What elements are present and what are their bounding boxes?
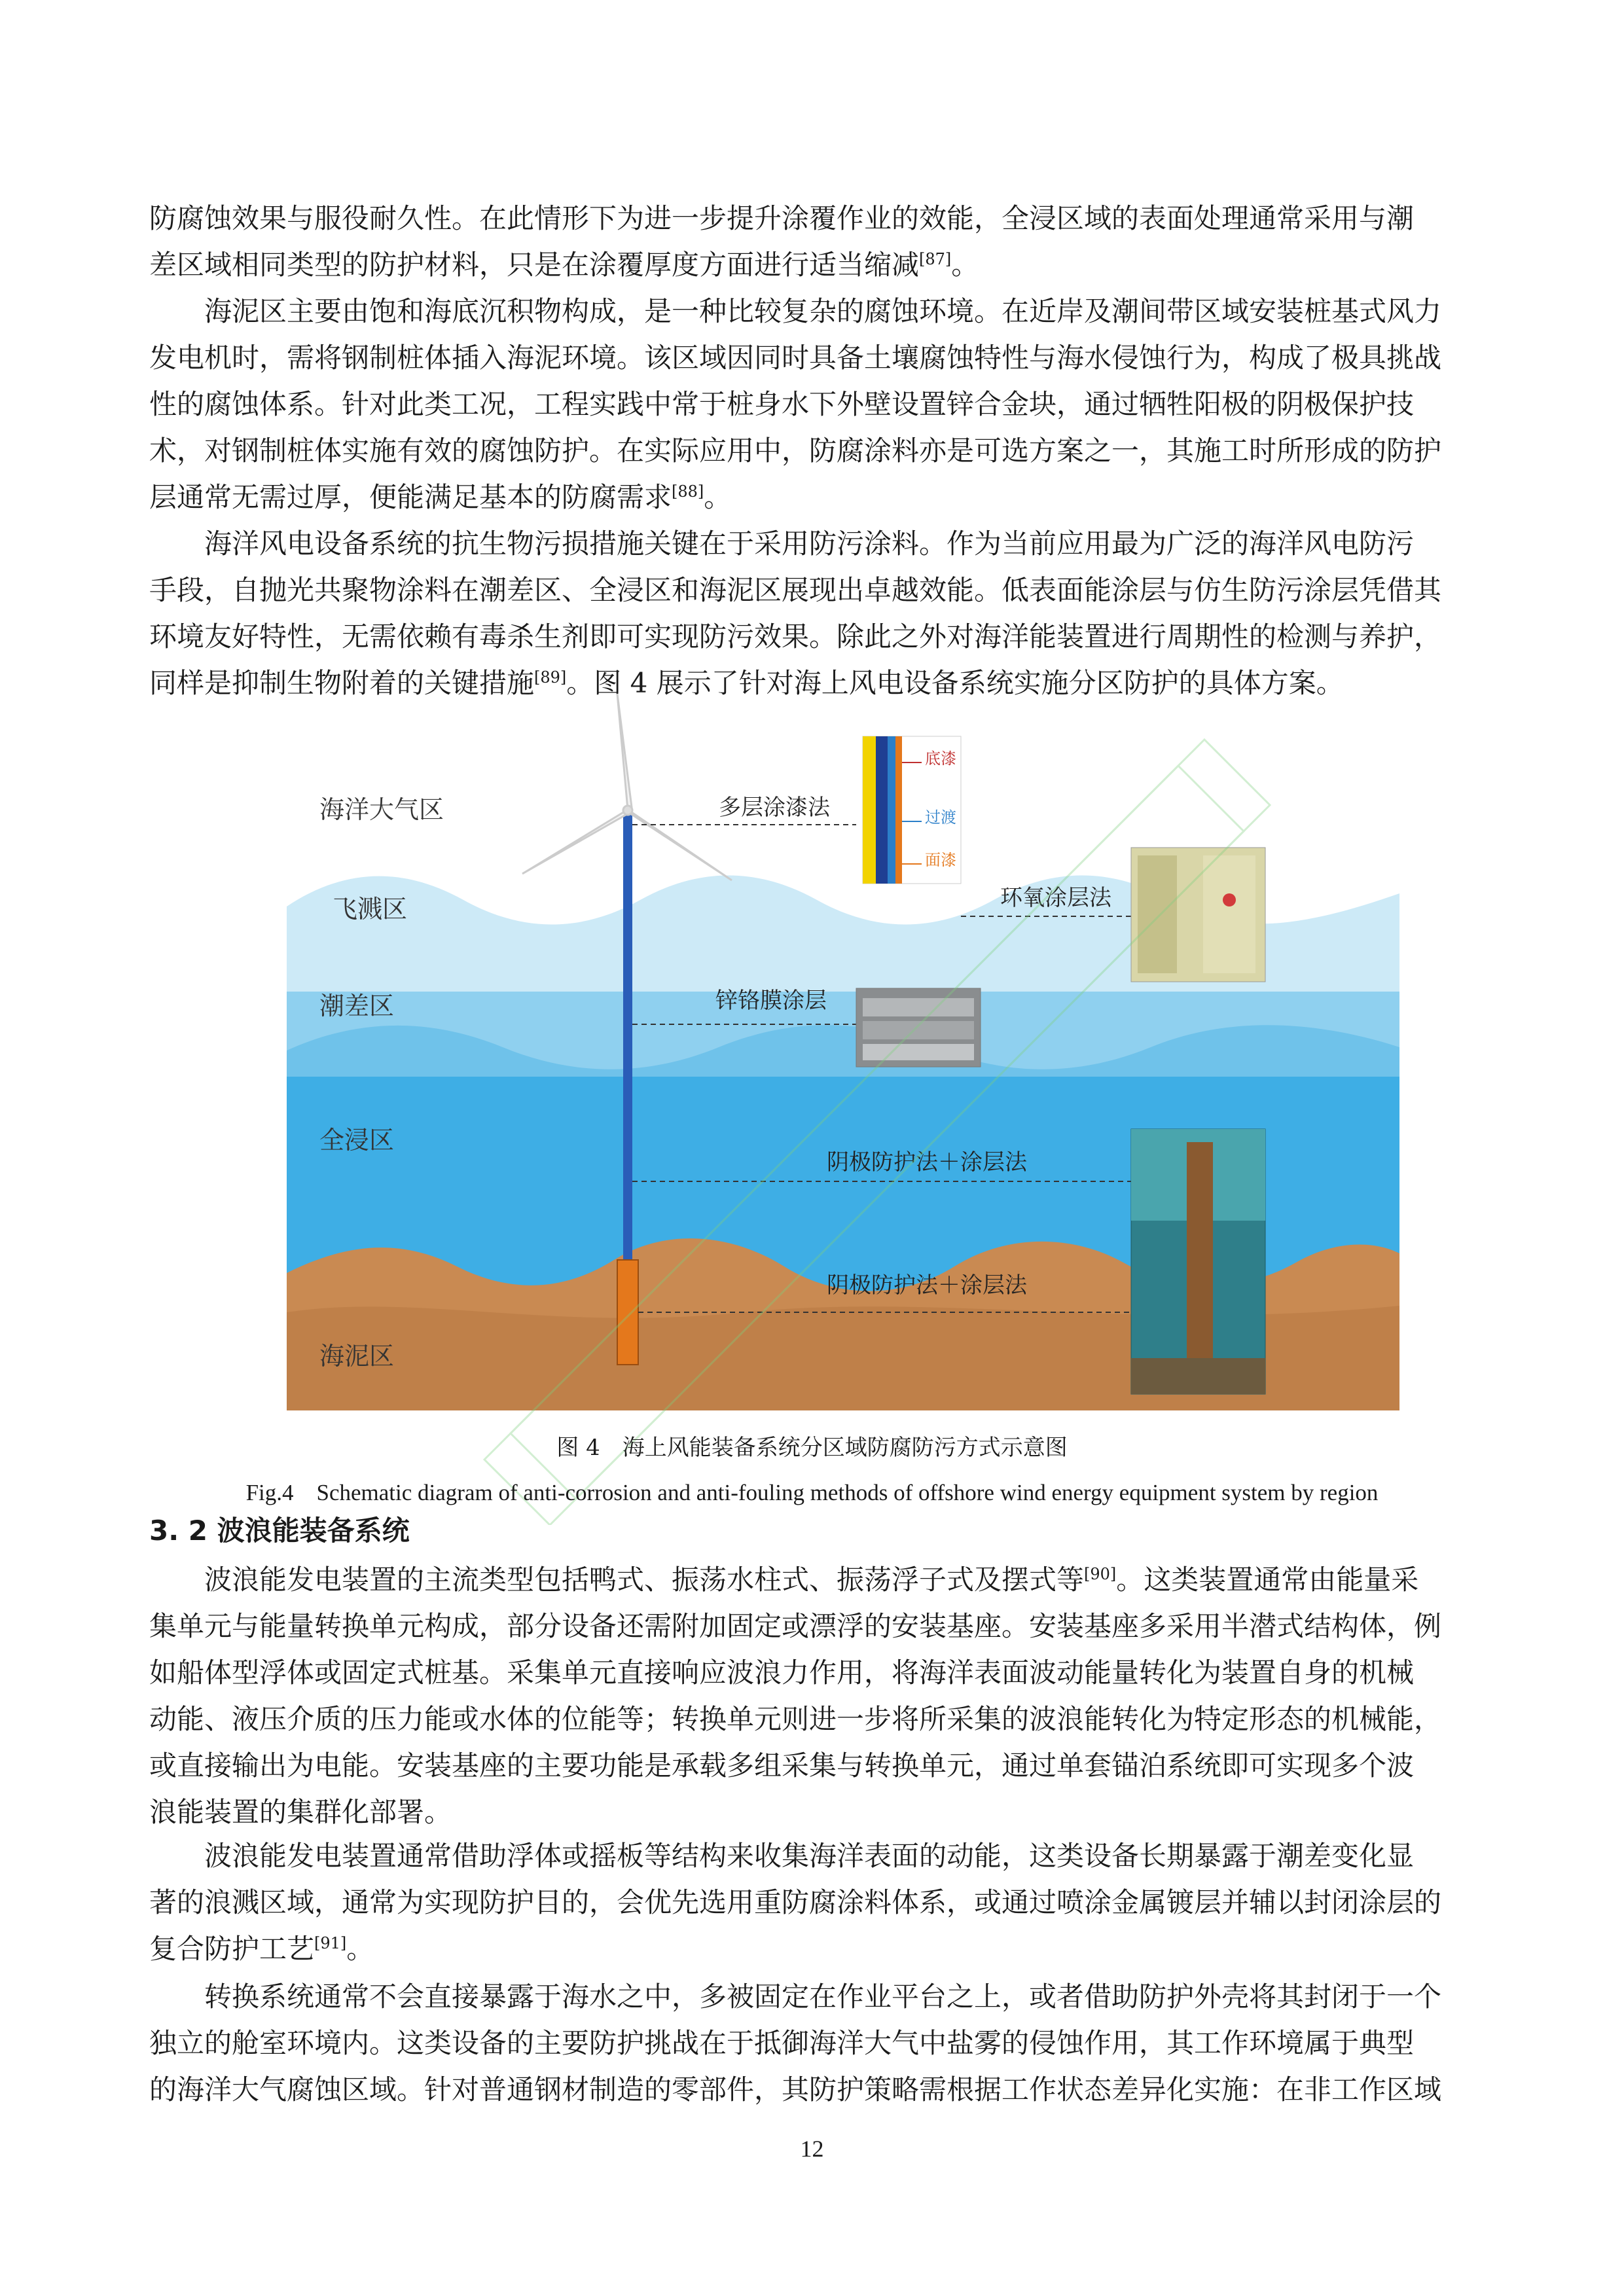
layer-label-transition: 过渡 bbox=[925, 808, 956, 827]
method-label-multilayer: 多层涂漆法 bbox=[719, 795, 830, 821]
text-line: 性的腐蚀体系。针对此类工况，工程实践中常于桩身水下外壁设置锌合金块，通过牺牲阳极的阴极保护技 bbox=[149, 388, 1415, 420]
method-label-zinc-chrome: 锌铬膜涂层 bbox=[715, 988, 827, 1014]
text-run: 。 bbox=[951, 249, 979, 281]
paragraph-1 bbox=[149, 195, 1485, 288]
watermark bbox=[353, 674, 1335, 1525]
text-line: 发电机时，需将钢制桩体插入海泥环境。该区域因同时具备土壤腐蚀特性与海水侵蚀行为，构成了极具挑战 bbox=[149, 342, 1442, 374]
citation-ref: [87] bbox=[919, 250, 952, 268]
text-line: 术，对钢制桩体实施有效的腐蚀防护。在实际应用中，防腐涂料亦是可选方案之一，其施工时所形成的防护 bbox=[149, 435, 1442, 467]
text-run: 。 bbox=[346, 1933, 374, 1965]
layer-label-primer: 底漆 bbox=[925, 749, 956, 768]
paragraph-2 bbox=[149, 288, 1485, 520]
figure-caption-cn: 图 4 海上风能装备系统分区域防腐防污方式示意图 bbox=[556, 1435, 1068, 1461]
zone-label-tidal: 潮差区 bbox=[319, 992, 395, 1020]
text-line: 防腐蚀效果与服役耐久性。在此情形下为进一步提升涂覆作业的效能，全浸区域的表面处理通常采用与潮 bbox=[149, 202, 1415, 234]
zone-label-atmosphere: 海洋大气区 bbox=[319, 795, 444, 824]
text-line: 动能、液压介质的压力能或水体的位能等；转换单元则进一步将所采集的波浪能转化为特定形态的机械能， bbox=[149, 1703, 1442, 1735]
figure-caption-en: Fig.4 Schematic diagram of anti-corrosion and anti-fouling methods of offshore wind energy equipment system by region bbox=[245, 1480, 1379, 1505]
paragraph-5 bbox=[149, 1833, 1485, 1972]
text-run: 差区域相同类型的防护材料，只是在涂覆厚度方面进行适当缩减 bbox=[149, 249, 920, 281]
method-label-epoxy: 环氧涂层法 bbox=[1000, 885, 1111, 911]
zone-label-mud: 海泥区 bbox=[319, 1342, 395, 1371]
paragraph-6 bbox=[149, 1973, 1485, 2113]
text-line: 浪能装置的集群化部署。 bbox=[149, 1796, 452, 1828]
text-line bbox=[149, 242, 1485, 288]
text-line: 海泥区主要由饱和海底沉积物构成，是一种比较复杂的腐蚀环境。在近岸及潮间带区域安装桩基式风力 bbox=[204, 295, 1442, 327]
zone-label-splash: 飞溅区 bbox=[333, 895, 408, 924]
method-label-cathodic-2: 阴极防护法＋涂层法 bbox=[827, 1272, 1027, 1299]
text-line: 海洋风电设备系统的抗生物污损措施关键在于采用防污涂料。作为当前应用最为广泛的海洋风电防污 bbox=[204, 528, 1415, 560]
watermark-band bbox=[484, 740, 1270, 1525]
text-line: 环境友好特性，无需依赖有毒杀生剂即可实现防污效果。除此之外对海洋能装置进行周期性的检测与养护， bbox=[149, 620, 1442, 653]
citation-ref: [90] bbox=[1084, 1565, 1117, 1583]
citation-ref: [89] bbox=[534, 668, 567, 687]
text-line: 转换系统通常不会直接暴露于海水之中，多被固定在作业平台之上，或者借助防护外壳将其封闭于一个 bbox=[204, 1981, 1442, 2013]
text-line bbox=[149, 474, 1485, 520]
page-number: 12 bbox=[800, 2136, 824, 2162]
paragraph-4 bbox=[149, 1556, 1485, 1835]
text-line: 如船体型浮体或固定式桩基。采集单元直接响应波浪力作用，将海洋表面波动能量转化为装置自身的机械 bbox=[149, 1657, 1415, 1689]
text-line bbox=[149, 1926, 1485, 1972]
text-line bbox=[149, 1556, 1485, 1603]
text-run: 层通常无需过厚，便能满足基本的防腐需求 bbox=[149, 481, 672, 513]
text-line: 著的浪溅区域，通常为实现防护目的，会优先选用重防腐涂料体系，或通过喷涂金属镀层并辅以封闭涂层的 bbox=[149, 1886, 1442, 1918]
text-run: 。这类装置通常由能量采 bbox=[1116, 1564, 1419, 1596]
text-run: 复合防护工艺 bbox=[149, 1933, 315, 1965]
zone-label-immersion: 全浸区 bbox=[319, 1126, 395, 1155]
text-line: 波浪能发电装置通常借助浮体或摇板等结构来收集海洋表面的动能，这类设备长期暴露于潮差变化显 bbox=[204, 1840, 1415, 1872]
text-run: 。图 4 展示了针对海上风电设备系统实施分区防护的具体方案。 bbox=[566, 667, 1344, 699]
text-line: 的海洋大气腐蚀区域。针对普通钢材制造的零部件，其防护策略需根据工作状态差异化实施：在非工作区域 bbox=[149, 2073, 1442, 2106]
citation-ref: [91] bbox=[314, 1934, 347, 1952]
text-line: 或直接输出为电能。安装基座的主要功能是承载多组采集与转换单元，通过单套锚泊系统即可实现多个波 bbox=[149, 1749, 1415, 1782]
section-heading: 3. 2 波浪能装备系统 bbox=[149, 1515, 410, 1547]
text-run: 波浪能发电装置的主流类型包括鸭式、振荡水柱式、振荡浮子式及摆式等 bbox=[204, 1564, 1085, 1596]
method-label-cathodic-1: 阴极防护法＋涂层法 bbox=[827, 1149, 1027, 1175]
citation-ref: [88] bbox=[672, 482, 704, 501]
watermark-band bbox=[511, 766, 1244, 1499]
text-run: 同样是抑制生物附着的关键措施 bbox=[149, 667, 535, 699]
text-line: 独立的舱室环境内。这类设备的主要防护挑战在于抵御海洋大气中盐雾的侵蚀作用，其工作环境属于典型 bbox=[149, 2027, 1415, 2059]
text-run: 。 bbox=[704, 481, 732, 513]
text-line: 集单元与能量转换单元构成，部分设备还需附加固定或漂浮的安装基座。安装基座多采用半潜式结构体，例 bbox=[149, 1610, 1442, 1642]
layer-label-topcoat: 面漆 bbox=[925, 851, 956, 869]
text-line: 手段，自抛光共聚物涂料在潮差区、全浸区和海泥区展现出卓越效能。低表面能涂层与仿生防污涂层凭借其 bbox=[149, 574, 1442, 606]
